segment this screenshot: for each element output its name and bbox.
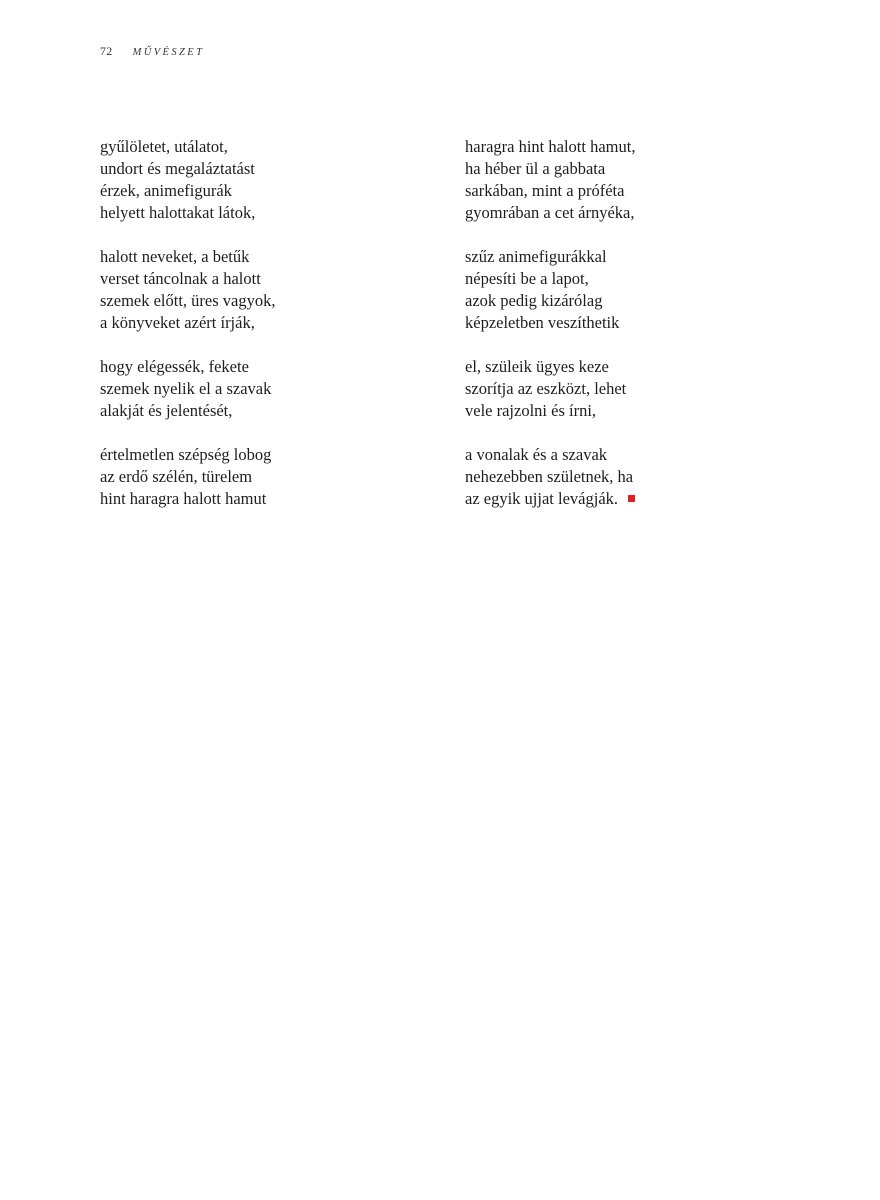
poem-line: vele rajzolni és írni,: [465, 401, 597, 420]
poem-line: verset táncolnak a halott: [100, 269, 261, 288]
poem-line: el, szüleik ügyes keze: [465, 357, 609, 376]
page-number: 72: [100, 44, 113, 58]
poem-line: ha héber ül a gabbata: [465, 159, 606, 178]
poem-line: érzek, animefigurák: [100, 181, 232, 200]
poem-line: hint haragra halott hamut: [100, 489, 267, 508]
poem-line: a vonalak és a szavak: [465, 445, 608, 464]
poem-line: undort és megaláztatást: [100, 159, 255, 178]
poem-line: nehezebben születnek, ha: [465, 467, 634, 486]
poem-line-text: az egyik ujjat levágják.: [465, 489, 619, 508]
stanza: [465, 444, 805, 510]
stanza: [465, 136, 805, 224]
poem-line: gyűlöletet, utálatot,: [100, 137, 228, 156]
stanza: [100, 246, 440, 334]
poem-line: népesíti be a lapot,: [465, 269, 589, 288]
poem-line: értelmetlen szépség lobog: [100, 445, 272, 464]
poem-line: halott neveket, a betűk: [100, 247, 250, 266]
stanza: [465, 246, 805, 334]
poem-line: alakját és jelentését,: [100, 401, 233, 420]
poem-line: szűz animefigurákkal: [465, 247, 607, 266]
poem-line: szemek nyelik el a szavak: [100, 379, 272, 398]
stanza: [100, 444, 440, 510]
section-title: MŰVÉSZET: [132, 47, 205, 58]
stanza: [465, 356, 805, 422]
stanza: [100, 136, 440, 224]
running-header: [100, 44, 204, 60]
poem-line-last: [465, 488, 805, 510]
poem-line: sarkában, mint a próféta: [465, 181, 625, 200]
poem-line: gyomrában a cet árnyéka,: [465, 203, 635, 222]
poem-column-left: [100, 136, 440, 532]
poem-line: a könyveket azért írják,: [100, 313, 255, 332]
end-of-article-mark: [628, 495, 635, 502]
poem-column-right: [465, 136, 805, 532]
poem-line: haragra hint halott hamut,: [465, 137, 636, 156]
poem-line: helyett halottakat látok,: [100, 203, 256, 222]
poem-line: azok pedig kizárólag: [465, 291, 603, 310]
poem-line: szorítja az eszközt, lehet: [465, 379, 627, 398]
stanza: [100, 356, 440, 422]
poem-line: képzeletben veszíthetik: [465, 313, 620, 332]
poem-line: az erdő szélén, türelem: [100, 467, 253, 486]
poem-line: hogy elégessék, fekete: [100, 357, 249, 376]
poem-line: szemek előtt, üres vagyok,: [100, 291, 276, 310]
